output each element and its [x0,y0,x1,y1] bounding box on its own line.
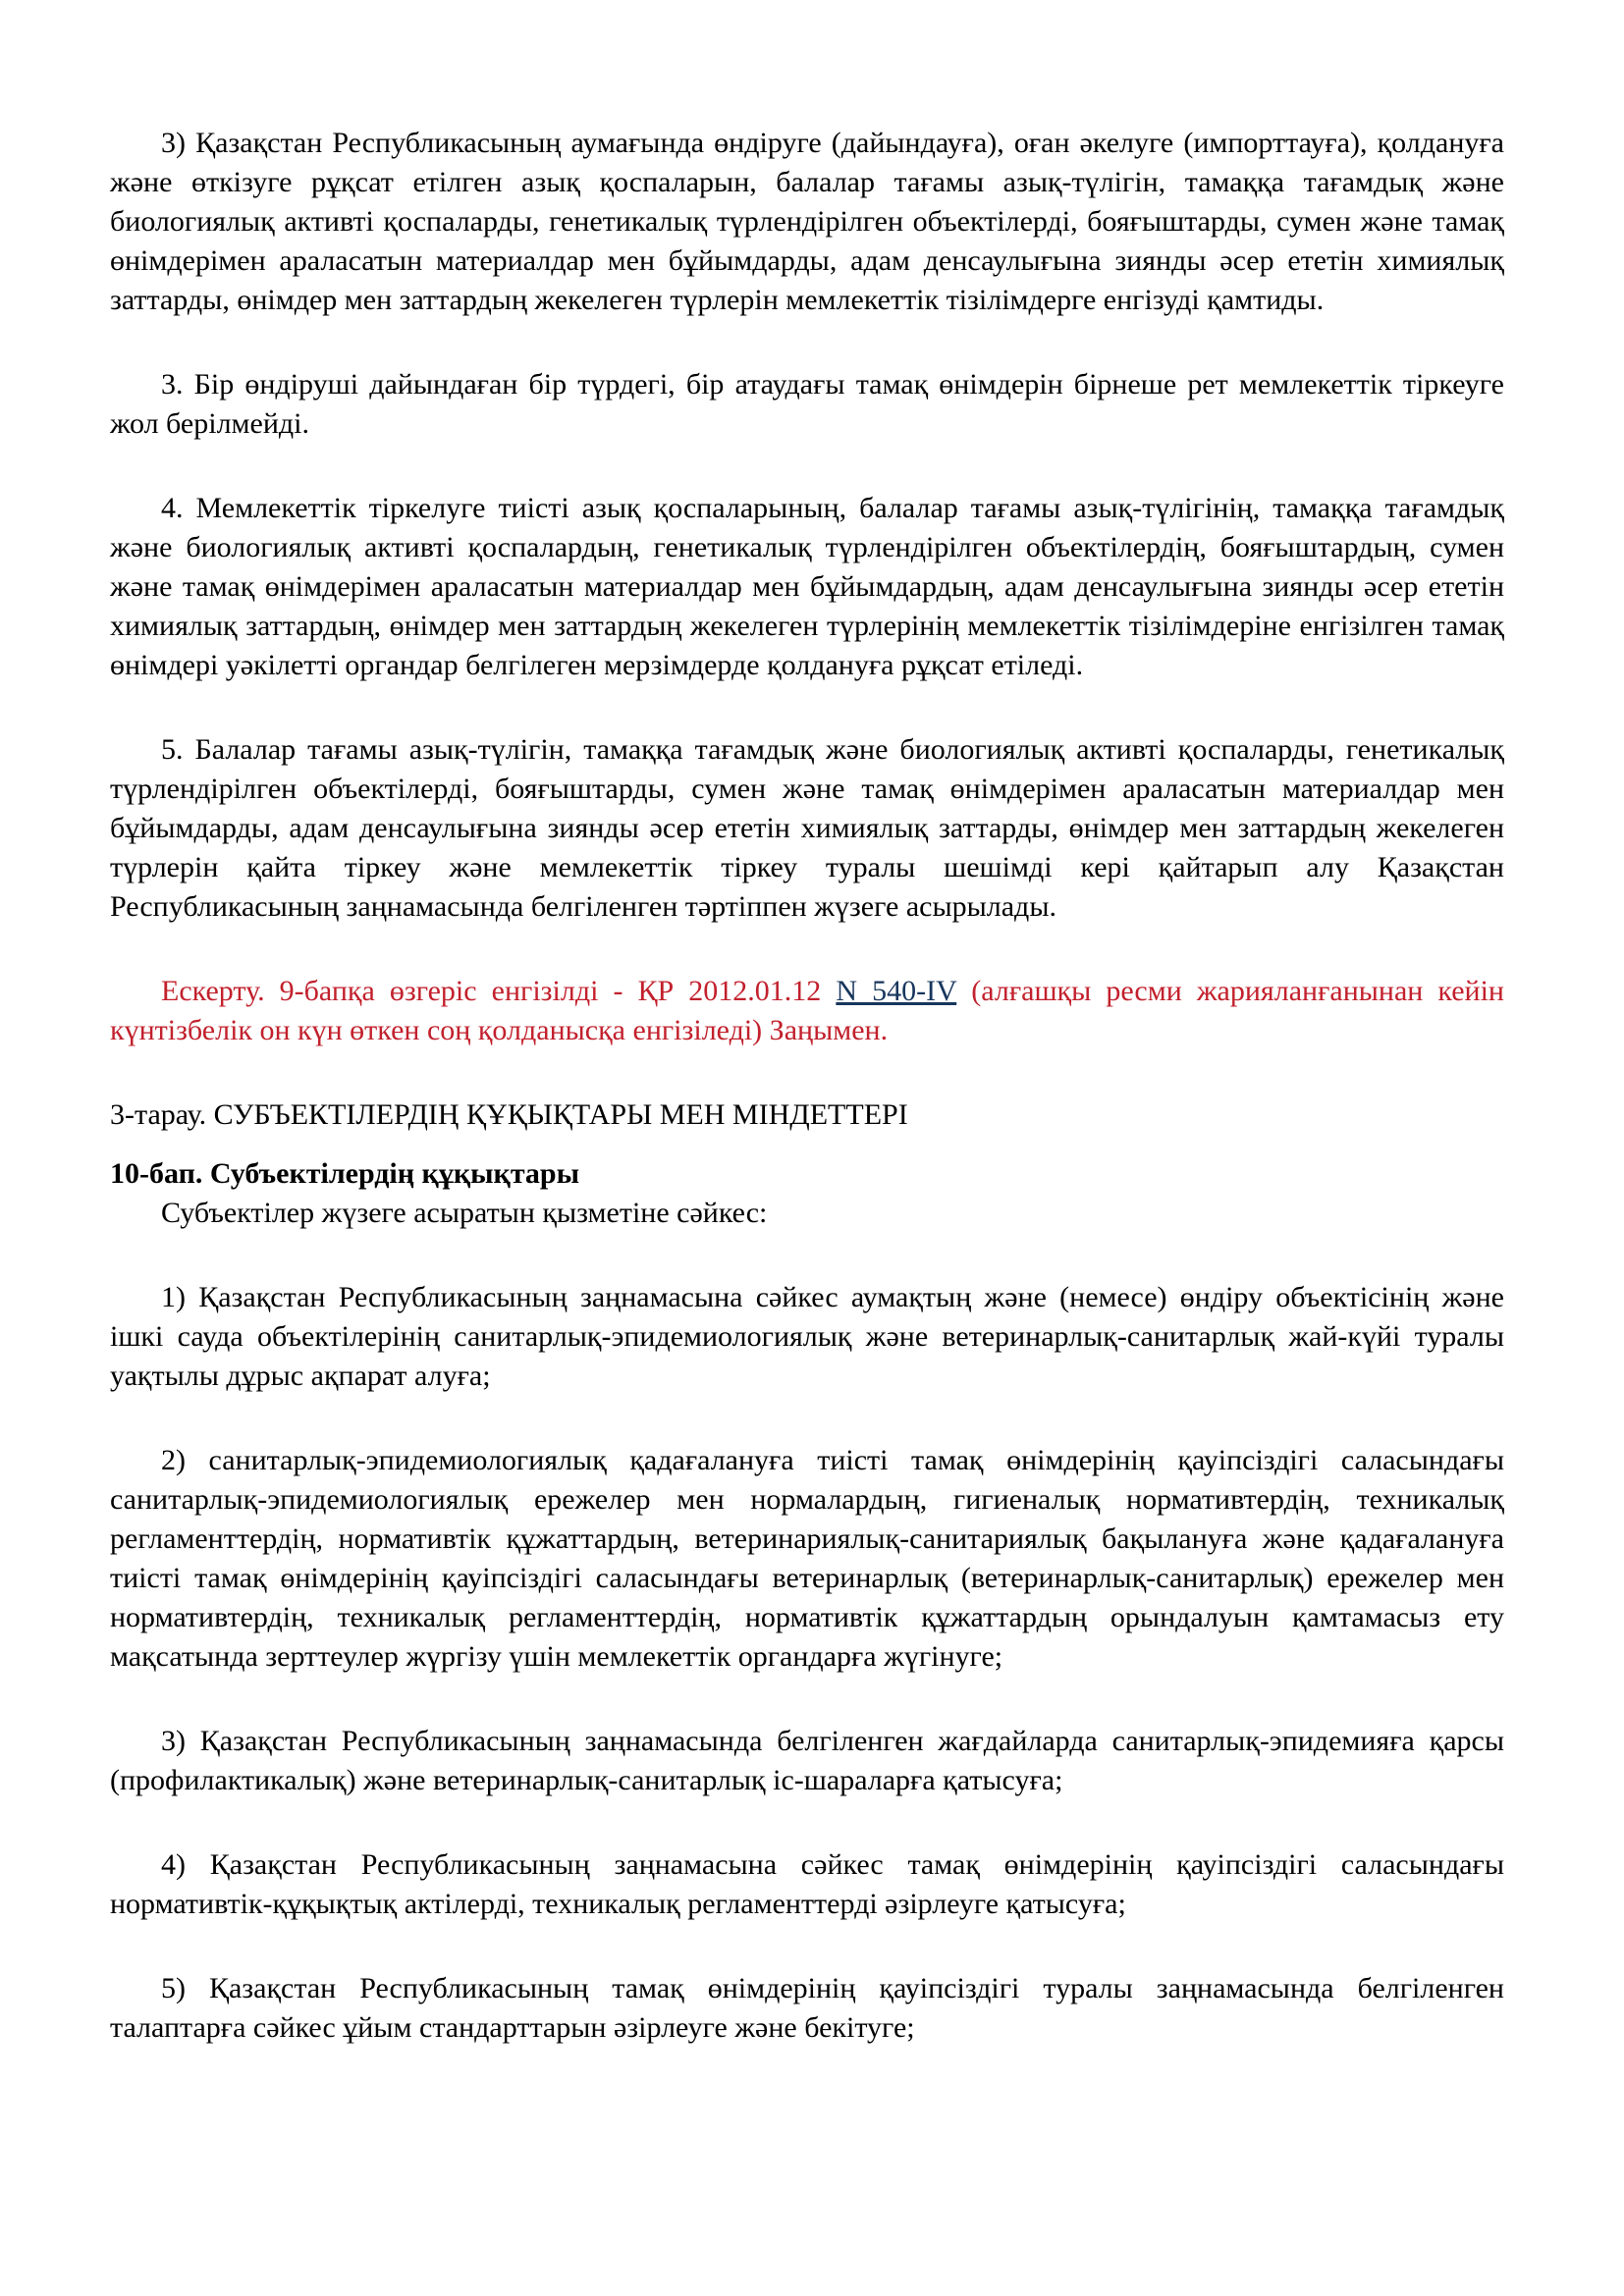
amendment-note [110,972,1504,1050]
rights-item-2: 2) санитарлық-эпидемиологиялық қадағалануға тиісті тамақ өнімдерінің қауіпсіздігі саласындағы санитарлық-эпидемиологиялық ережелер мен нормалардың, гигиеналық нормативтердің, техникалық регламенттердің, нормативтік құжаттардың, ветеринариялық-санитариялық бақылануға және қадағалануға тиісті тамақ өнімдерінің қауіпсіздігі саласындағы ветеринарлық (ветеринарлық-санитарлық) ережелер мен нормативтердің, техникалық регламенттердің, нормативтік құжаттардың орындалуын қамтамасыз ету мақсатында зерттеулер жүргізу үшін мемлекеттік органдарға жүгінуге; [110,1444,1504,1673]
rights-item-3: 3) Қазақстан Республикасының заңнамасында белгіленген жағдайларда санитарлық-эпидемияға қарсы (профилактикалық) және ветеринарлық-санитарлық іс-шараларға қатысуға; [110,1725,1504,1796]
legal-paragraph-point-5: 5. Балалар тағамы азық-түлігін, тамаққа тағамдық және биологиялық активті қоспаларды, генетикалық түрлендірілген объектілерді, бояғыштарды, сумен және тамақ өнімдерімен араласатын материалдар мен бұйымдарды, адам денсаулығына зиянды әсер ететін химиялық заттарды, өнімдер мен заттардың жекелеген түрлерін қайта тіркеу және мемлекеттік тіркеу туралы шешімді кері қайтарып алу Қазақстан Республикасының заңнамасында белгіленген тәртіппен жүзеге асырылады. [110,733,1504,923]
legal-paragraph-point-3: 3. Бір өндіруші дайындаған бір түрдегі, бір атаудағы тамақ өнімдерін бірнеше рет мемлекеттік тіркеуге жол берілмейді. [110,368,1504,440]
legal-paragraph-3-subpoint: 3) Қазақстан Республикасының аумағында өндіруге (дайындауға), оған әкелуге (импорттауға), қолдануға және өткізуге рұқсат етілген азық қоспаларын, балалар тағамы азық-түлігін, тамаққа тағамдық және биологиялық активті қоспаларды, генетикалық түрлендірілген объектілерді, бояғыштарды, сумен және тамақ өнімдерімен араласатын материалдар мен бұйымдарды, адам денсаулығына зиянды әсер ететін химиялық заттарды, өнімдер мен заттардың жекелеген түрлерін мемлекеттік тізілімдерге енгізуді қамтиды. [110,127,1504,316]
amendment-note-tail: (алғашқы ресми жарияланғанынан кейін күнтізбелік он күн өткен соң қолданысқа енгізіледі) Заңымен. [110,975,1504,1046]
chapter-heading: 3-тарау. СУБЪЕКТІЛЕРДІҢ ҚҰҚЫҚТАРЫ МЕН МІНДЕТТЕРІ [110,1098,908,1131]
article-heading: 10-бап. Субъектілердің құқықтары [110,1157,580,1190]
rights-item-4: 4) Қазақстан Республикасының заңнамасына сәйкес тамақ өнімдерінің қауіпсіздігі саласындағы нормативтік-құқықтық актілерді, техникалық регламенттерді әзірлеуге қатысуға; [110,1848,1504,1920]
law-reference-link[interactable]: N 540-IV [836,975,957,1007]
rights-item-5: 5) Қазақстан Республикасының тамақ өнімдерінің қауіпсіздігі туралы заңнамасында белгіленген талаптарға сәйкес ұйым стандарттарын әзірлеуге және бекітуге; [110,1972,1504,2044]
rights-item-1: 1) Қазақстан Республикасының заңнамасына сәйкес аумақтың және (немесе) өндіру объектісінің және ішкі сауда объектілерінің санитарлық-эпидемиологиялық және ветеринарлық-санитарлық жай-күйі туралы уақтылы дұрыс ақпарат алуға; [110,1281,1504,1392]
amendment-note-lead: Ескерту. 9-бапқа өзгеріс енгізілді - ҚР 2012.01.12 [161,975,837,1007]
legal-paragraph-point-4: 4. Мемлекеттік тіркелуге тиісті азық қоспаларының, балалар тағамы азық-түлігінің, тамаққа тағамдық және биологиялық активті қоспалардың, генетикалық түрлендірілген объектілердің, бояғыштардың, сумен және тамақ өнімдерімен араласатын материалдар мен бұйымдардың, адам денсаулығына зиянды әсер ететін химиялық заттардың, өнімдер мен заттардың жекелеген түрлерінің мемлекеттік тізілімдеріне енгізілген тамақ өнімдері уәкілетті органдар белгілеген мерзімдерде қолдануға рұқсат етіледі. [110,492,1504,681]
article-intro-line: Субъектілер жүзеге асыратын қызметіне сәйкес: [161,1197,768,1229]
